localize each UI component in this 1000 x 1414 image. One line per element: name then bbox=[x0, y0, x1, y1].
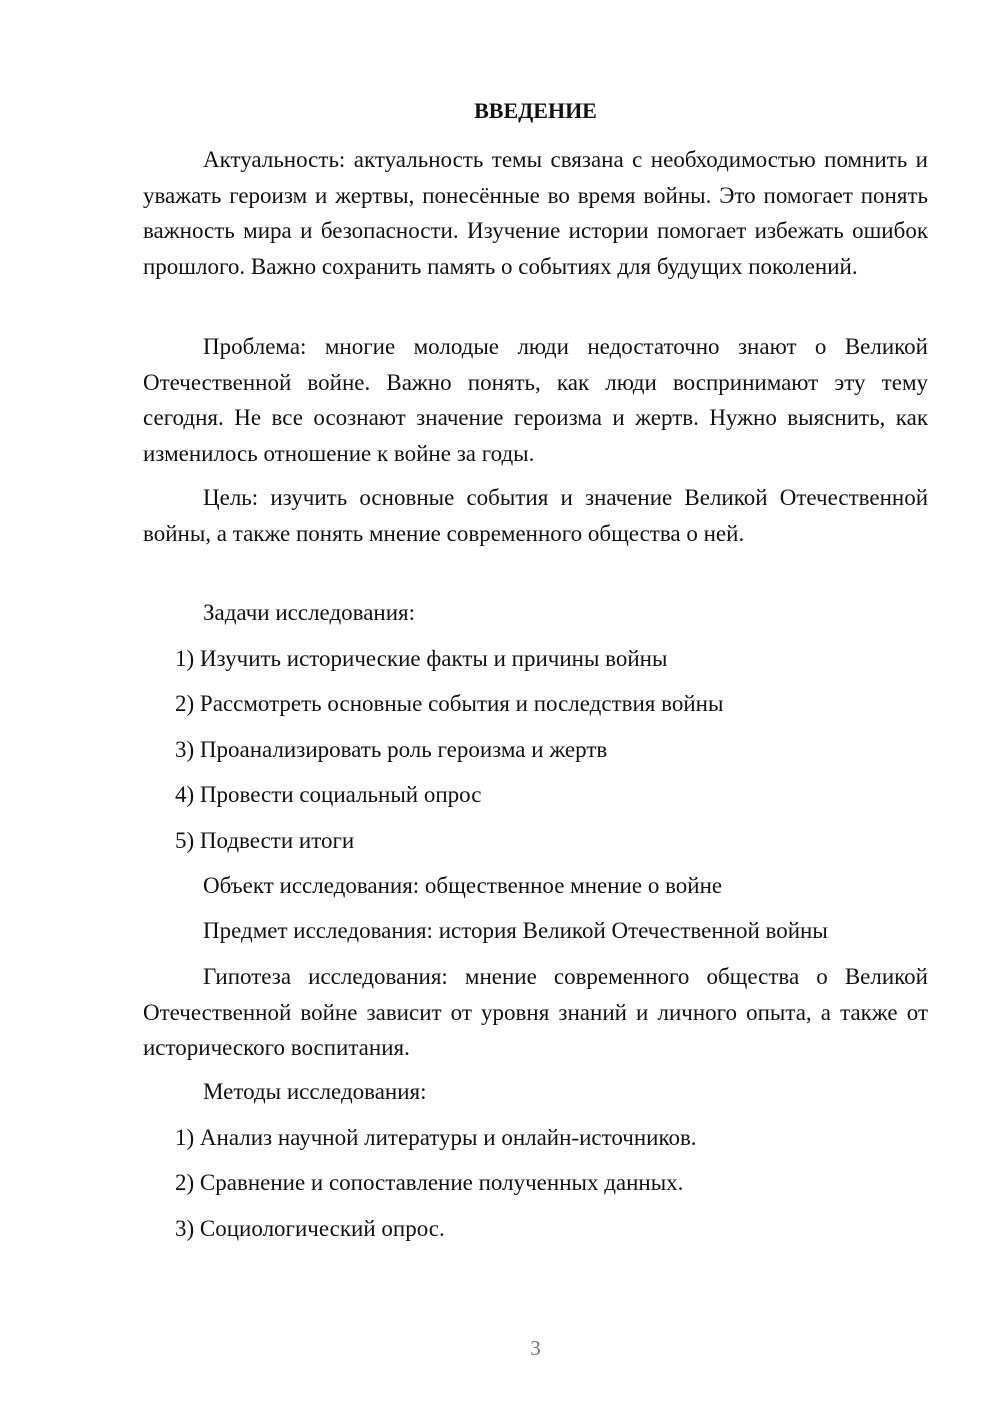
goal-paragraph: Цель: изучить основные события и значение Великой Отечественной войны, а также понять мнение современного общества о ней. bbox=[143, 485, 928, 546]
tasks-heading-block bbox=[143, 595, 928, 631]
method-item-2-block bbox=[143, 1165, 928, 1201]
task-item: 4) Провести социальный опрос bbox=[175, 782, 482, 807]
object-line-block bbox=[143, 868, 928, 904]
task-item: 2) Рассмотреть основные события и последствия войны bbox=[175, 691, 724, 716]
page-number: 3 bbox=[530, 1336, 541, 1360]
task-item-5-block bbox=[143, 823, 928, 859]
tasks-heading: Задачи исследования: bbox=[203, 600, 416, 625]
method-item: 1) Анализ научной литературы и онлайн-источников. bbox=[175, 1125, 697, 1150]
method-item: 3) Социологический опрос. bbox=[175, 1216, 445, 1241]
problem-paragraph: Проблема: многие молодые люди недостаточно знают о Великой Отечественной войне. Важно понять, как люди воспринимают эту тему сегодня. Не все осознают значение героизма и жертв. Нужно выяснить, как изменилось отношение к войне за годы. bbox=[143, 334, 928, 466]
task-item-3-block bbox=[143, 732, 928, 768]
task-item-4-block bbox=[143, 777, 928, 813]
hypothesis-paragraph-block bbox=[143, 959, 928, 1066]
research-subject: Предмет исследования: история Великой Отечественной войны bbox=[203, 918, 828, 943]
method-item: 2) Сравнение и сопоставление полученных данных. bbox=[175, 1170, 684, 1195]
relevance-paragraph: Актуальность: актуальность темы связана с необходимостью помнить и уважать героизм и жертвы, понесённые во время войны. Это помогает понять важность мира и безопасности. Изучение истории помогает избежать ошибок прошлого. Важно сохранить память о событиях для будущих поколений. bbox=[143, 147, 928, 279]
task-item-2-block bbox=[143, 686, 928, 722]
research-object: Объект исследования: общественное мнение о войне bbox=[203, 873, 723, 898]
method-item-3-block bbox=[143, 1211, 928, 1247]
method-item-1-block bbox=[143, 1120, 928, 1156]
hypothesis-paragraph: Гипотеза исследования: мнение современного общества о Великой Отечественной войне зависит от уровня знаний и личного опыта, а также от исторического воспитания. bbox=[143, 964, 928, 1060]
task-item: 1) Изучить исторические факты и причины войны bbox=[175, 646, 668, 671]
section-heading: ВВЕДЕНИЕ bbox=[474, 98, 597, 123]
relevance-paragraph-block bbox=[143, 142, 928, 284]
goal-paragraph-block bbox=[143, 480, 928, 551]
problem-paragraph-block bbox=[143, 329, 928, 471]
methods-heading-block bbox=[143, 1074, 928, 1110]
task-item: 5) Подвести итоги bbox=[175, 828, 355, 853]
subject-line-block bbox=[143, 913, 928, 949]
task-item: 3) Проанализировать роль героизма и жертв bbox=[175, 737, 608, 762]
task-item-1-block bbox=[143, 641, 928, 677]
methods-heading: Методы исследования: bbox=[203, 1079, 427, 1104]
